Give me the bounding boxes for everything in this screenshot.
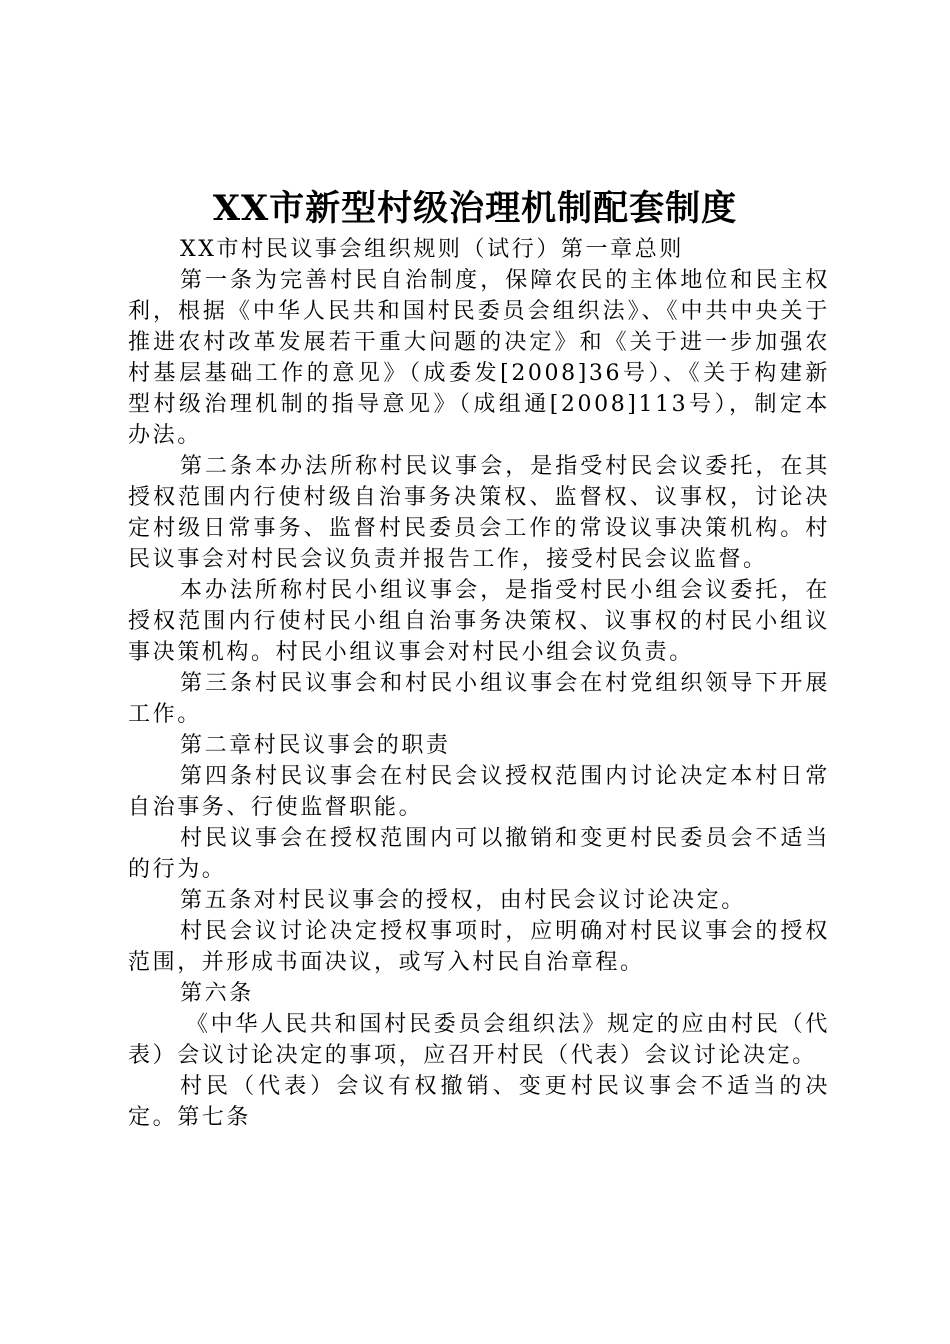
paragraph-article-1: 第一条为完善村民自治制度，保障农民的主体地位和民主权利，根据《中华人民共和国村民委员会组织法》、《中共中央关于推进农村改革发展若干重大问题的决定》和《关于进一步加强农村基层基础工作的意见》（成委发[2008]36号）、《关于构建新型村级治理机制的指导意见》（成组通[2008]113号），制定本办法。 (128, 268, 830, 448)
paragraph-article-3: 第三条村民议事会和村民小组议事会在村党组织领导下开展工作。 (128, 671, 830, 727)
document-body (128, 234, 830, 1133)
document-title: XX市新型村级治理机制配套制度 (212, 188, 738, 229)
paragraph-article-6-heading: 第六条 (180, 981, 254, 1006)
paragraph-article-4: 第四条村民议事会在村民会议授权范围内讨论决定本村日常自治事务、行使监督职能。 (128, 764, 830, 820)
paragraph-article-5: 第五条对村民议事会的授权，由村民会议讨论决定。 (180, 888, 746, 913)
paragraph-article-2: 第二条本办法所称村民议事会，是指受村民会议委托，在其授权范围内行使村级自治事务决策权、监督权、议事权，讨论决定村级日常事务、监督村民委员会工作的常设议事决策机构。村民议事会对村民会议负责并报告工作，接受村民会议监督。 (128, 454, 830, 572)
paragraph-subtitle-chapter-one: XX市村民议事会组织规则（试行）第一章总则 (180, 237, 684, 262)
paragraph-article-5-scope: 村民会议讨论决定授权事项时，应明确对村民议事会的授权范围，并形成书面决议，或写入村民自治章程。 (128, 919, 830, 975)
paragraph-article-4-revoke: 村民议事会在授权范围内可以撤销和变更村民委员会不适当的行为。 (128, 826, 830, 882)
paragraph-article-6-body: 《中华人民共和国村民委员会组织法》规定的应由村民（代表）会议讨论决定的事项，应召开村民（代表）会议讨论决定。 (128, 1012, 830, 1068)
paragraph-article-6-revoke: 村民（代表）会议有权撤销、变更村民议事会不适当的决定。第七条 (128, 1074, 830, 1130)
paragraph-chapter-two-heading: 第二章村民议事会的职责 (180, 733, 451, 758)
paragraph-article-2-group-council: 本办法所称村民小组议事会，是指受村民小组会议委托，在授权范围内行使村民小组自治事务决策权、议事权的村民小组议事决策机构。村民小组议事会对村民小组会议负责。 (128, 578, 830, 665)
